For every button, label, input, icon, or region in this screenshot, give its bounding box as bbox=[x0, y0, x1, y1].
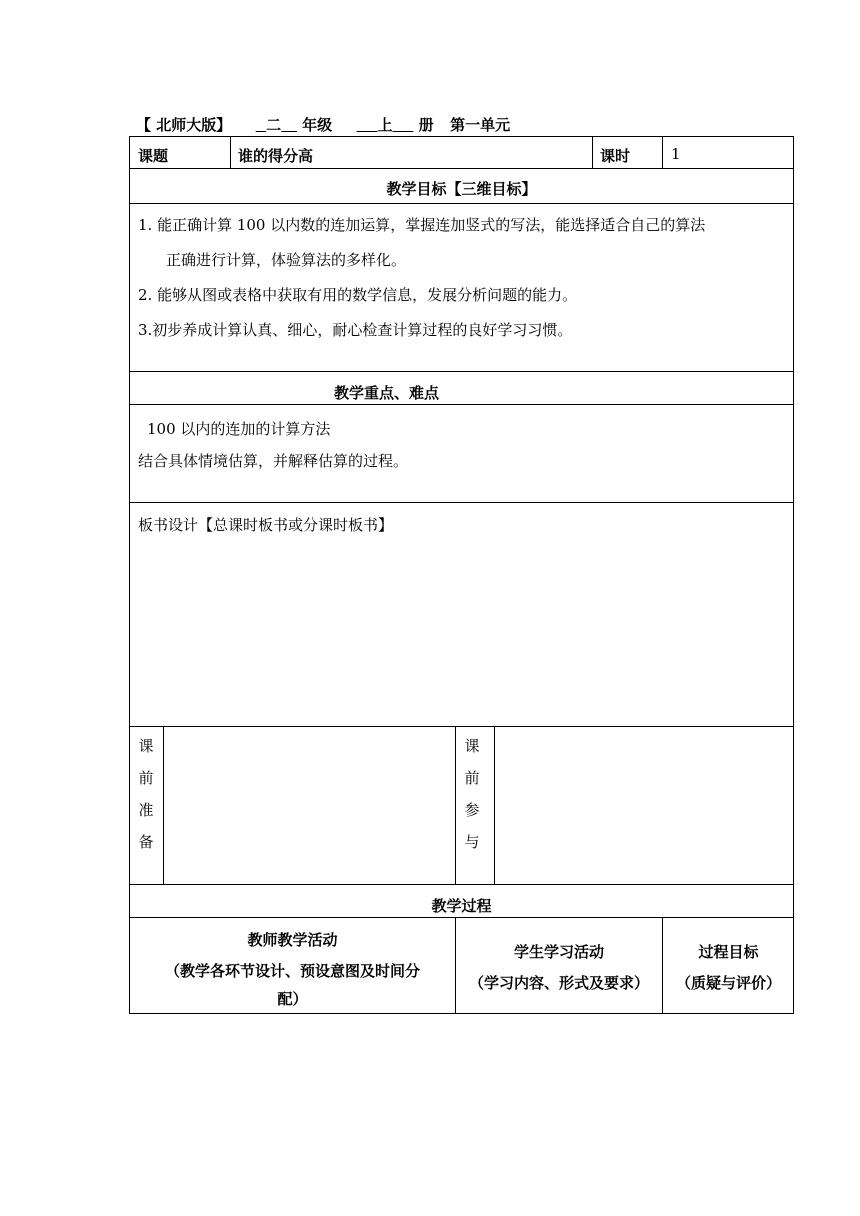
grade-value: 二 bbox=[266, 116, 282, 134]
participate-label-3: 与 bbox=[464, 833, 480, 851]
topic-label: 课题 bbox=[138, 147, 169, 165]
prep-label-2: 准 bbox=[138, 801, 154, 819]
teacher-activity-sub1: （教学各环节设计、预设意图及时间分 bbox=[164, 962, 420, 980]
process-heading: 教学过程 bbox=[431, 897, 492, 915]
document-header bbox=[136, 114, 510, 135]
keypoint-line-1: 100 以内的连加的计算方法 bbox=[147, 420, 331, 438]
objective-line-2: 2. 能够从图或表格中获取有用的数学信息，发展分析问题的能力。 bbox=[138, 286, 578, 304]
unit: 第一单元 bbox=[450, 116, 511, 134]
process-goal-title: 过程目标 bbox=[698, 943, 759, 961]
grade bbox=[256, 114, 297, 135]
teacher-activity-cell bbox=[130, 922, 455, 1014]
teacher-activity-sub2: 配） bbox=[277, 990, 308, 1008]
prep-label-3: 备 bbox=[138, 833, 154, 851]
participate-label-2: 参 bbox=[464, 801, 480, 819]
period-label: 课时 bbox=[600, 147, 631, 165]
student-activity-sub: （学习内容、形式及要求） bbox=[468, 974, 649, 992]
objective-line-3: 3.初步养成计算认真、细心，耐心检查计算过程的良好学习习惯。 bbox=[138, 321, 573, 339]
participate-label-0: 课 bbox=[464, 737, 480, 755]
participate-label-1: 前 bbox=[464, 769, 480, 787]
keypoint-line-2: 结合具体情境估算，并解释估算的过程。 bbox=[138, 452, 409, 470]
teacher-activity-title: 教师教学活动 bbox=[247, 931, 338, 949]
board-design-label: 板书设计【总课时板书或分课时板书】 bbox=[138, 516, 394, 534]
volume-label: 册 bbox=[418, 116, 434, 134]
process-goal-sub: （质疑与评价） bbox=[675, 974, 781, 992]
prep-label-0: 课 bbox=[138, 737, 154, 755]
grade-label: 年级 bbox=[302, 116, 333, 134]
publisher: 【 北师大版】 bbox=[136, 116, 232, 134]
topic-value: 谁的得分高 bbox=[238, 147, 314, 165]
volume bbox=[357, 114, 414, 135]
process-goal-cell bbox=[663, 922, 794, 1014]
objectives-heading: 教学目标【三维目标】 bbox=[386, 180, 537, 198]
objective-line-1-cont: 正确进行计算，体验算法的多样化。 bbox=[166, 251, 407, 269]
volume-value: 上 bbox=[377, 116, 393, 134]
keypoints-heading: 教学重点、难点 bbox=[334, 384, 440, 402]
student-activity-title: 学生学习活动 bbox=[513, 943, 604, 961]
prep-label-1: 前 bbox=[138, 769, 154, 787]
student-activity-cell bbox=[456, 922, 662, 1014]
period-value: 1 bbox=[671, 145, 681, 163]
objective-line-1: 1. 能正确计算 100 以内数的连加运算，掌握连加竖式的写法，能选择适合自己的算法 bbox=[138, 216, 706, 234]
